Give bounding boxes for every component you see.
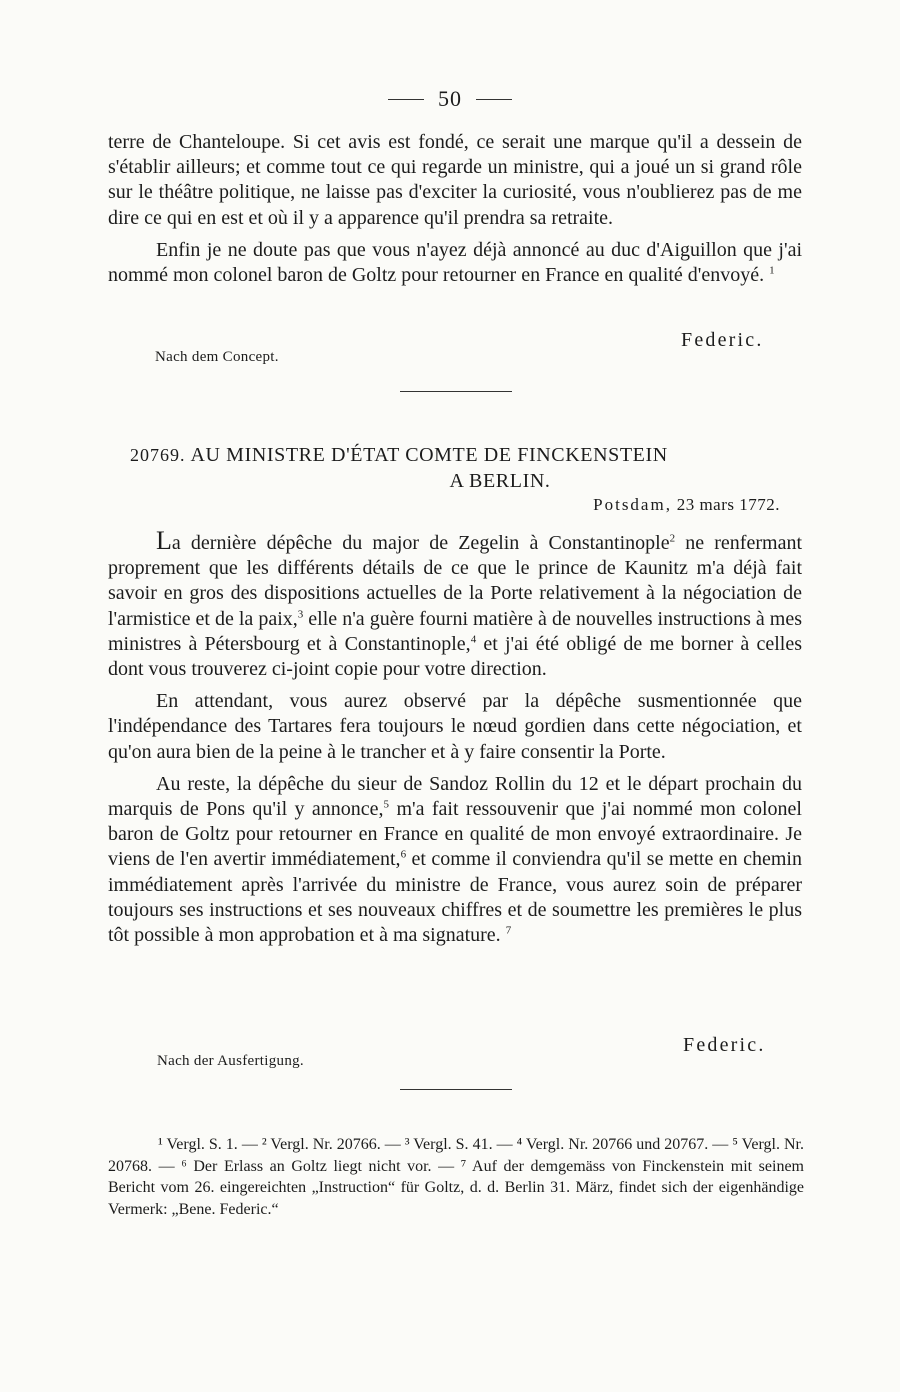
source-note: Nach dem Concept.: [155, 349, 279, 365]
letter-title-line2: A BERLIN.: [449, 470, 551, 492]
footnote-ref: 2: [669, 532, 676, 545]
dropcap: L: [156, 526, 172, 555]
letter-body: [108, 528, 802, 948]
letter-number: 20769.: [130, 445, 186, 465]
paragraph: [108, 238, 802, 288]
page-header: [0, 86, 900, 112]
paragraph: [108, 528, 802, 682]
footnote-ref: 1: [769, 264, 775, 277]
letter-heading: [130, 442, 810, 494]
footnote-ref: 7: [505, 924, 512, 937]
paragraph: En attendant, vous aurez observé par la dépêche susmentionnée que l'indépendance des Tartares fera toujours le nœud gordien dans cette négociation, et qu'on aura bien de la peine à le trancher et à y faire consentir la Porte.: [108, 690, 802, 763]
footnotes: [108, 1134, 804, 1220]
source-note: Nach der Ausfertigung.: [157, 1053, 304, 1069]
footnote-ref: 5: [383, 798, 390, 811]
date: 23 mars 1772.: [676, 495, 780, 514]
header-dash-left: [388, 99, 424, 100]
signature: Federic.: [683, 1034, 766, 1056]
date-place: Potsdam,: [593, 495, 672, 514]
page-number: 50: [438, 86, 462, 111]
paragraph: [108, 772, 802, 948]
letter-title-line1: AU MINISTRE D'ÉTAT COMTE DE FINCKENSTEIN: [190, 444, 668, 466]
paragraph: terre de Chanteloupe. Si cet avis est fondé, ce serait une marque qu'il a dessein de s'établir ailleurs; et comme tout ce qui regarde un ministre, qui a joué un si grand rôle sur le théâtre politique, ne laisse pas d'exciter la curiosité, vous n'oublierez pas de me dire ce qui en est et où il y a apparence qu'il prendra sa retraite.: [108, 131, 802, 229]
paragraph-text: m'a fait ressouvenir que j'ai nommé mon colonel baron de Goltz pour retourner en France en qualité de mon envoyé extraordinaire. Je viens de l'en avertir immédiatement,: [108, 798, 802, 871]
footnote-ref: 6: [400, 848, 407, 861]
paragraph-text: et comme il conviendra qu'il se mette en chemin immédiatement après l'arrivée du ministre de France, vous aurez soin de préparer toujours ses instructions et ses nouveaux chiffres et de soumettre les premières le plus tôt possible à mon approbation et à ma signature.: [108, 848, 802, 947]
header-dash-right: [476, 99, 512, 100]
paragraph-text: et j'ai été obligé de me borner à celles dont vous trouverez ci-joint copie pour votre direction.: [108, 632, 803, 681]
paragraph-text: Au reste, la dépêche du sieur de Sandoz Rollin du 12 et le départ prochain du marquis de Pons qu'il y annonce,: [108, 772, 802, 821]
footnote-ref: 4: [470, 633, 477, 646]
paragraph-text: Enfin je ne doute pas que vous n'ayez déjà annoncé au duc d'Aiguillon que j'ai nommé mon colonel baron de Goltz pour retourner en France en qualité d'envoyé.: [108, 238, 802, 287]
section-divider: [400, 1089, 512, 1090]
footnote-text: ¹ Vergl. S. 1. — ² Vergl. Nr. 20766. — ³ Vergl. S. 41. — ⁴ Vergl. Nr. 20766 und 20767. — ⁵ Vergl. Nr. 20768. — ⁶ Der Erlass an Goltz liegt nicht vor. — ⁷ Auf der demgemäss von Finckenstein mit seinem Bericht vom 26. eingereichten „Instruction“ für Goltz, d. d. Berlin 31. März, findet sich der eigenhändige Vermerk: „Bene. Federic.“: [108, 1136, 804, 1218]
signature: Federic.: [681, 329, 764, 351]
paragraph-text: ne renfermant proprement que les différents détails de ce que le prince de Kaunitz m'a déjà fait savoir en gros des dispositions actuelles de la Porte relativement à la négociation de l'armistice et de la paix,: [108, 532, 802, 630]
paragraph-text: elle n'a guère fourni matière à de nouvelles instructions à mes ministres à Pétersbourg et à Constantinople,: [108, 607, 803, 655]
letter-continuation: [108, 130, 802, 288]
dateline: [593, 495, 780, 515]
section-divider: [400, 391, 512, 392]
footnote-ref: 3: [297, 607, 304, 620]
paragraph-text: a dernière dépêche du major de Zegelin à Constantinople: [171, 532, 670, 554]
